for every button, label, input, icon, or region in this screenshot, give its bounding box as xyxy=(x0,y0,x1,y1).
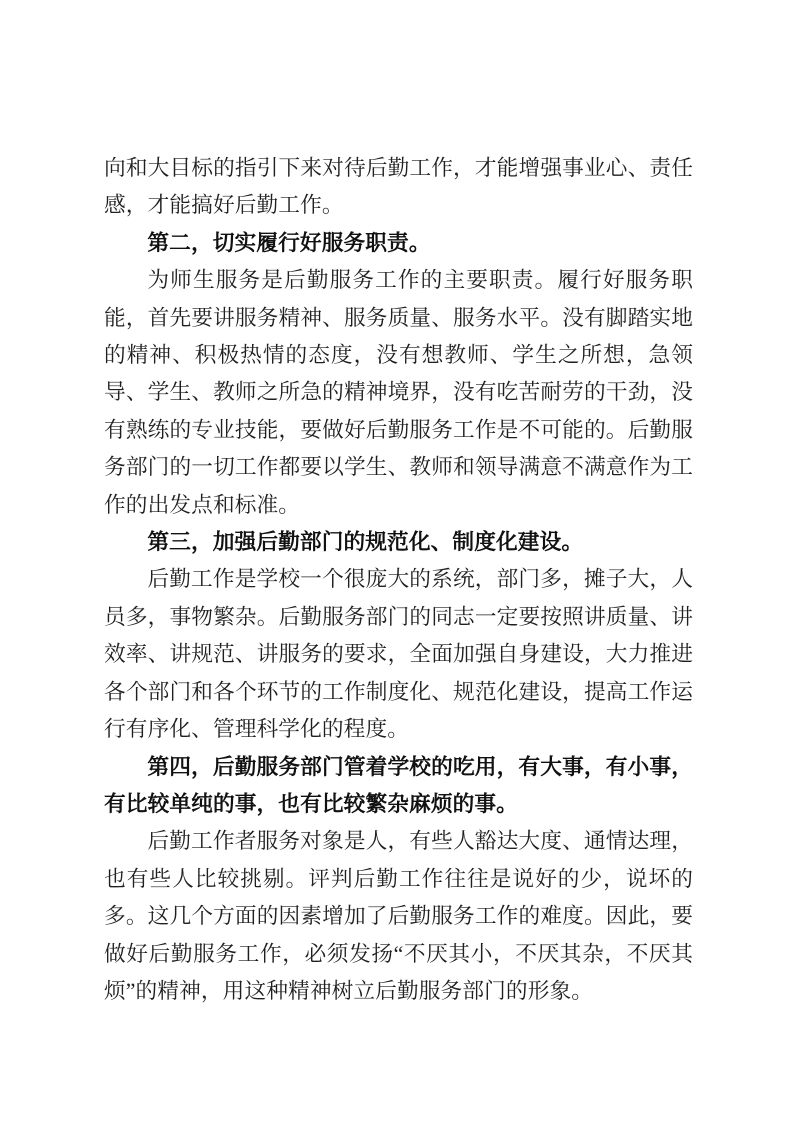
heading-third-point: 第三，加强后勤部门的规范化、制度化建设。 xyxy=(147,530,584,555)
paragraph-continuation: 向和大目标的指引下来对待后勤工作，才能增强事业心、责任感，才能搞好后勤工作。 xyxy=(104,156,693,218)
heading-second-point: 第二，切实履行好服务职责。 xyxy=(147,230,431,255)
paragraph-standardization: 后勤工作是学校一个很庞大的系统，部门多，摊子大，人员多，事物繁杂。后勤服务部门的同志一定要按照讲质量、讲效率、讲规范、讲服务的要求，全面加强自身建设，大力推进各个部门和各个环节的工作制度化、规范化建设，提高工作运行有序化、管理科学化的程度。 xyxy=(104,567,693,742)
paragraph-service-spirit: 后勤工作者服务对象是人，有些人豁达大度、通情达理，也有些人比较挑剔。评判后勤工作往往是说好的少，说坏的多。这几个方面的因素增加了后勤服务工作的难度。因此，要做好后勤服务工作，必须发扬“不厌其小，不厌其杂，不厌其烦”的精神，用这种精神树立后勤服务部门的形象。 xyxy=(104,829,693,1003)
heading-fourth-point: 第四，后勤服务部门管着学校的吃用，有大事，有小事，有比较单纯的事，也有比较繁杂麻烦的事。 xyxy=(104,754,693,816)
paragraph-service-duty: 为师生服务是后勤服务工作的主要职责。履行好服务职能，首先要讲服务精神、服务质量、服务水平。没有脚踏实地的精神、积极热情的态度，没有想教师、学生之所想，急领导、学生、教师之所急的精神境界，没有吃苦耐劳的干劲，没有熟练的专业技能，要做好后勤服务工作是不可能的。后勤服务部门的一切工作都要以学生、教师和领导满意不满意作为工作的出发点和标准。 xyxy=(104,268,693,517)
document-content xyxy=(104,150,693,1010)
